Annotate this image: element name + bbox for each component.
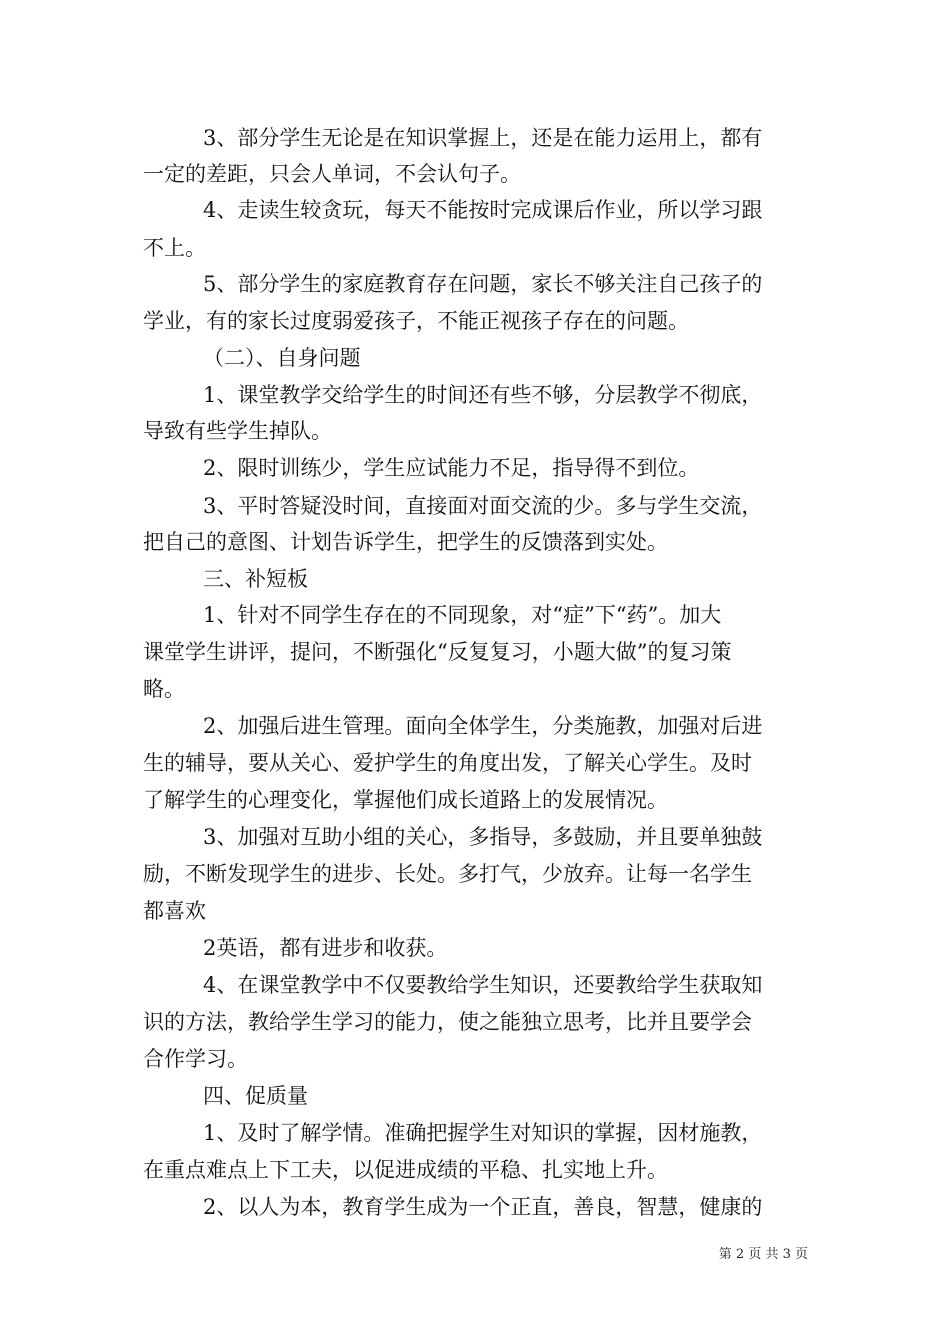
text-line: 在重点难点上下工夫，以促进成绩的平稳、扎实地上升。 xyxy=(143,1158,668,1182)
text-line: 识的方法，教给学生学习的能力，使之能独立思考，比并且要学会 xyxy=(143,1010,752,1034)
section-heading: 三、补短板 xyxy=(203,567,308,591)
text-line: 2英语，都有进步和收获。 xyxy=(203,936,448,960)
text-line: 略。 xyxy=(143,677,185,701)
text-line: 4、在课堂教学中不仅要教给学生知识，还要教给学生获取知 xyxy=(203,973,763,997)
text-line: 1、课堂教学交给学生的时间还有些不够，分层教学不彻底， xyxy=(203,383,763,407)
text-line: 了解学生的心理变化，掌握他们成长道路上的发展情况。 xyxy=(143,788,668,812)
text-line: 生的辅导，要从关心、爱护学生的角度出发，了解关心学生。及时 xyxy=(143,751,752,775)
text-line: 4、走读生较贪玩，每天不能按时完成课后作业，所以学习跟 xyxy=(203,198,763,222)
text-line: 5、部分学生的家庭教育存在问题，家长不够关注自己孩子的 xyxy=(203,272,763,296)
section-heading: 四、促质量 xyxy=(203,1084,308,1108)
text-line: 1、及时了解学情。准确把握学生对知识的掌握，因材施教， xyxy=(203,1121,763,1145)
text-line: 课堂学生讲评，提问，不断强化“反复复习，小题大做”的复习策 xyxy=(143,640,732,664)
text-line: 2、限时训练少，学生应试能力不足，指导得不到位。 xyxy=(203,456,700,480)
text-line: 2、以人为本，教育学生成为一个正直，善良，智慧，健康的 xyxy=(203,1195,763,1219)
text-line: 把自己的意图、计划告诉学生，把学生的反馈落到实处。 xyxy=(143,530,668,554)
text-line: 学业，有的家长过度弱爱孩子，不能正视孩子存在的问题。 xyxy=(143,309,689,333)
text-line: 2、加强后进生管理。面向全体学生，分类施教，加强对后进 xyxy=(203,714,763,738)
text-line: 励，不断发现学生的进步、长处。多打气，少放弃。让每一名学生 xyxy=(143,862,752,886)
text-line: 3、部分学生无论是在知识掌握上，还是在能力运用上，都有 xyxy=(203,126,763,150)
text-line: 一定的差距，只会人单词，不会认句子。 xyxy=(143,162,521,186)
page-number-footer: 第 2 页 共 3 页 xyxy=(718,1247,808,1262)
text-line: 3、平时答疑没时间，直接面对面交流的少。多与学生交流， xyxy=(203,494,763,518)
text-line: 3、加强对互助小组的关心，多指导，多鼓励，并且要单独鼓 xyxy=(203,825,763,849)
text-line: 导致有些学生掉队。 xyxy=(143,419,332,443)
section-heading: （二）、自身问题 xyxy=(203,346,361,370)
text-line: 不上。 xyxy=(143,236,206,260)
text-line: 合作学习。 xyxy=(143,1047,248,1071)
text-line: 都喜欢 xyxy=(143,899,206,923)
text-line: 1、针对不同学生存在的不同现象，对“症”下“药”。加大 xyxy=(203,603,722,627)
